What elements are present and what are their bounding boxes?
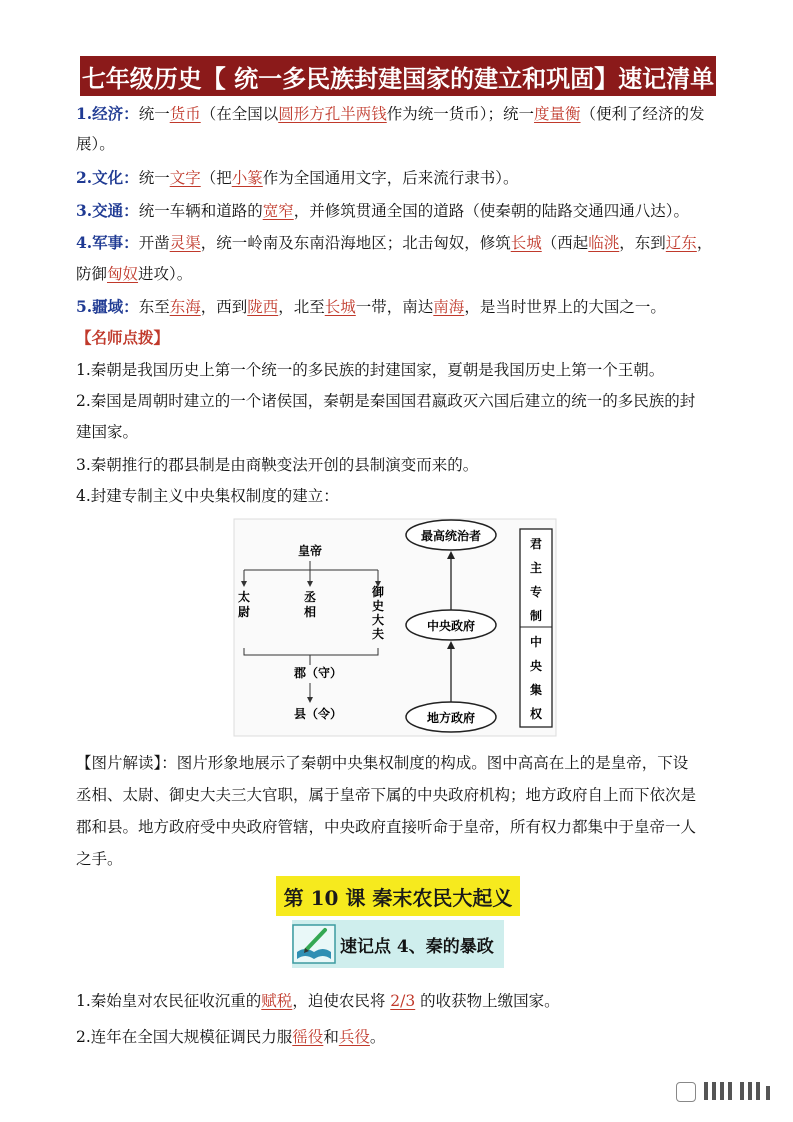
emperor-label: 皇帝: [297, 544, 323, 558]
official-3-c3: 大: [371, 613, 385, 627]
item-body: [139, 298, 666, 316]
item-culture: [76, 163, 726, 193]
tip-2: 2.秦国是周朝时建立的一个诸侯国，秦朝是秦国国君嬴政灭六国后建立的统一的多民族的封: [76, 392, 696, 410]
item-body: [139, 234, 713, 252]
highlight-term: 赋税: [261, 992, 293, 1010]
item-body: [139, 169, 519, 187]
official-1-c2: 尉: [237, 605, 251, 619]
power-flow-diagram: [398, 515, 563, 740]
v-char-3: 专: [529, 585, 543, 599]
bar-mark-icon: [712, 1082, 716, 1100]
arrowhead-up-1: [447, 641, 455, 649]
text-run: ，西到: [200, 298, 248, 316]
v-char-2: 主: [529, 561, 543, 575]
official-3-c4: 夫: [371, 627, 385, 641]
item-transport: [76, 196, 726, 226]
text-run: 东至: [138, 298, 170, 316]
item-body: [139, 105, 705, 123]
tips-heading: 【名师点拨】: [76, 328, 170, 347]
highlight-term: 小篆: [231, 169, 263, 187]
text-run: 。: [369, 1028, 386, 1046]
item-label: 2.文化：: [76, 168, 139, 187]
v-char-1: 君: [529, 537, 543, 551]
official-2-c1: 丞: [303, 590, 317, 604]
item-label: 1.经济：: [76, 104, 139, 123]
text-run: 统一车辆和道路的: [138, 202, 263, 220]
item-territory: [76, 292, 726, 322]
bottom-label: 地方政府: [426, 711, 476, 725]
item-label: 4.军事：: [76, 233, 139, 252]
item-military: [76, 228, 726, 258]
text-run: 统一: [138, 169, 170, 187]
highlight-term: 临洮: [588, 234, 620, 252]
v-char-8: 权: [529, 707, 543, 721]
highlight-term: 匈奴: [107, 265, 139, 283]
bar-mark-icon: [704, 1082, 708, 1100]
arrowhead-up-2: [447, 551, 455, 559]
text-run: （便利了经济的发: [580, 105, 705, 123]
highlight-term: 东海: [169, 298, 201, 316]
keypoint-title: 速记点 4、秦的暴政: [340, 936, 494, 957]
tip-1: 1.秦朝是我国历史上第一个统一的多民族的封建国家，夏朝是我国历史上第一个王朝。: [76, 361, 665, 379]
text-run: 一带，南达: [355, 298, 434, 316]
official-3-c1: 御: [371, 585, 385, 599]
text-run: ，并修筑贯通全国的道路（使秦朝的陆路交通四通八达）。: [293, 202, 689, 220]
text-run: （在全国以: [200, 105, 279, 123]
highlight-term: 长城: [324, 298, 356, 316]
tip-4: 4.封建专制主义中央集权制度的建立：: [76, 487, 339, 505]
corner-box-icon: [676, 1082, 696, 1102]
highlight-term: 陇西: [247, 298, 279, 316]
highlight-term: 2/3: [390, 992, 416, 1010]
text-run: （把: [200, 169, 232, 187]
v-char-5: 中: [529, 635, 543, 649]
item-economy: [76, 99, 726, 129]
bar-mark-icon: [740, 1082, 744, 1100]
highlight-term: 圆形方孔半两钱: [278, 105, 387, 123]
text-run: ，迫使农民将: [292, 992, 391, 1010]
page-banner: [80, 56, 716, 96]
book-pencil-icon: [292, 924, 336, 964]
lesson-title: 第 10 课 秦末农民大起义: [283, 885, 513, 910]
highlight-term: 长城: [510, 234, 542, 252]
text-run: ，: [696, 234, 713, 252]
interpretation-3: 郡和县。地方政府受中央政府管辖，中央政府直接听命于皇帝，所有权力都集中于皇帝一人: [76, 818, 697, 836]
text-run: ，是当时世界上的大国之一。: [464, 298, 666, 316]
tyranny-2: [76, 1022, 726, 1052]
highlight-term: 灵渠: [169, 234, 201, 252]
text-run: 开凿: [138, 234, 170, 252]
item-body-cont: [76, 265, 192, 283]
interpretation-2: 丞相、太尉、御史大夫三大官职，属于皇帝下属的中央政府机构；地方政府自上而下依次是: [76, 786, 697, 804]
tyranny-1: [76, 986, 726, 1016]
highlight-term: 兵役: [338, 1028, 370, 1046]
v-char-6: 央: [529, 659, 543, 673]
text-run: 作为全国通用文字，后来流行隶书）。: [262, 169, 519, 187]
highlight-term: 度量衡: [534, 105, 581, 123]
interpretation-4: 之手。: [76, 850, 123, 868]
text-run: 作为统一货币）；统一: [386, 105, 535, 123]
highlight-term: 宽窄: [262, 202, 294, 220]
xian-label: 县（令）: [293, 707, 343, 721]
text-run: 和: [323, 1028, 339, 1046]
item-label: 5.疆域：: [76, 297, 139, 316]
jun-label: 郡（守）: [293, 666, 343, 680]
highlight-term: 南海: [433, 298, 465, 316]
bar-mark-icon: [766, 1086, 770, 1100]
banner-title: 七年级历史【 统一多民族封建国家的建立和巩固】速记清单: [81, 64, 715, 93]
item-economy-cont: [76, 129, 726, 159]
highlight-term: 货币: [169, 105, 201, 123]
text-run: 统一: [138, 105, 170, 123]
tip-2-cont: 建国家。: [76, 423, 139, 441]
text-run: 2.连年在全国大规模征调民力服: [76, 1028, 293, 1046]
mid-label: 中央政府: [426, 619, 476, 633]
bar-mark-icon: [728, 1082, 732, 1100]
text-run: 防御: [76, 265, 108, 283]
text-run: ，北至: [278, 298, 325, 316]
official-1-c1: 太: [237, 590, 251, 604]
item-body: [139, 202, 689, 220]
highlight-term: 徭役: [292, 1028, 324, 1046]
official-2-c2: 相: [303, 605, 317, 619]
item-label: 3.交通：: [76, 201, 139, 220]
text-run: （西起: [541, 234, 589, 252]
text-run: ，东到: [619, 234, 666, 252]
interpretation-1: 【图片解读】：图片形象地展示了秦朝中央集权制度的构成。图中高高在上的是皇帝，下设: [76, 754, 689, 772]
top-label: 最高统治者: [420, 529, 482, 543]
bar-mark-icon: [748, 1082, 752, 1100]
bar-mark-icon: [756, 1082, 760, 1100]
v-char-7: 集: [529, 683, 543, 697]
tip-3: 3.秦朝推行的郡县制是由商鞅变法开创的县制演变而来的。: [76, 456, 479, 474]
text-run: ，统一岭南及东南沿海地区；北击匈奴，修筑: [200, 234, 511, 252]
item-military-cont: [76, 259, 726, 289]
vertical-box: [520, 529, 552, 727]
highlight-term: 辽东: [665, 234, 697, 252]
v-char-4: 制: [529, 609, 543, 623]
text-run: 进攻）。: [138, 265, 193, 283]
bar-mark-icon: [720, 1082, 724, 1100]
item-body-cont: 展）。: [76, 135, 115, 153]
keypoint-header: [292, 920, 504, 968]
text-run: 的收获物上缴国家。: [415, 992, 560, 1010]
text-run: 1.秦始皇对农民征收沉重的: [76, 992, 262, 1010]
lesson-title-box: [276, 876, 520, 916]
official-3-c2: 史: [371, 599, 385, 613]
highlight-term: 文字: [169, 169, 201, 187]
